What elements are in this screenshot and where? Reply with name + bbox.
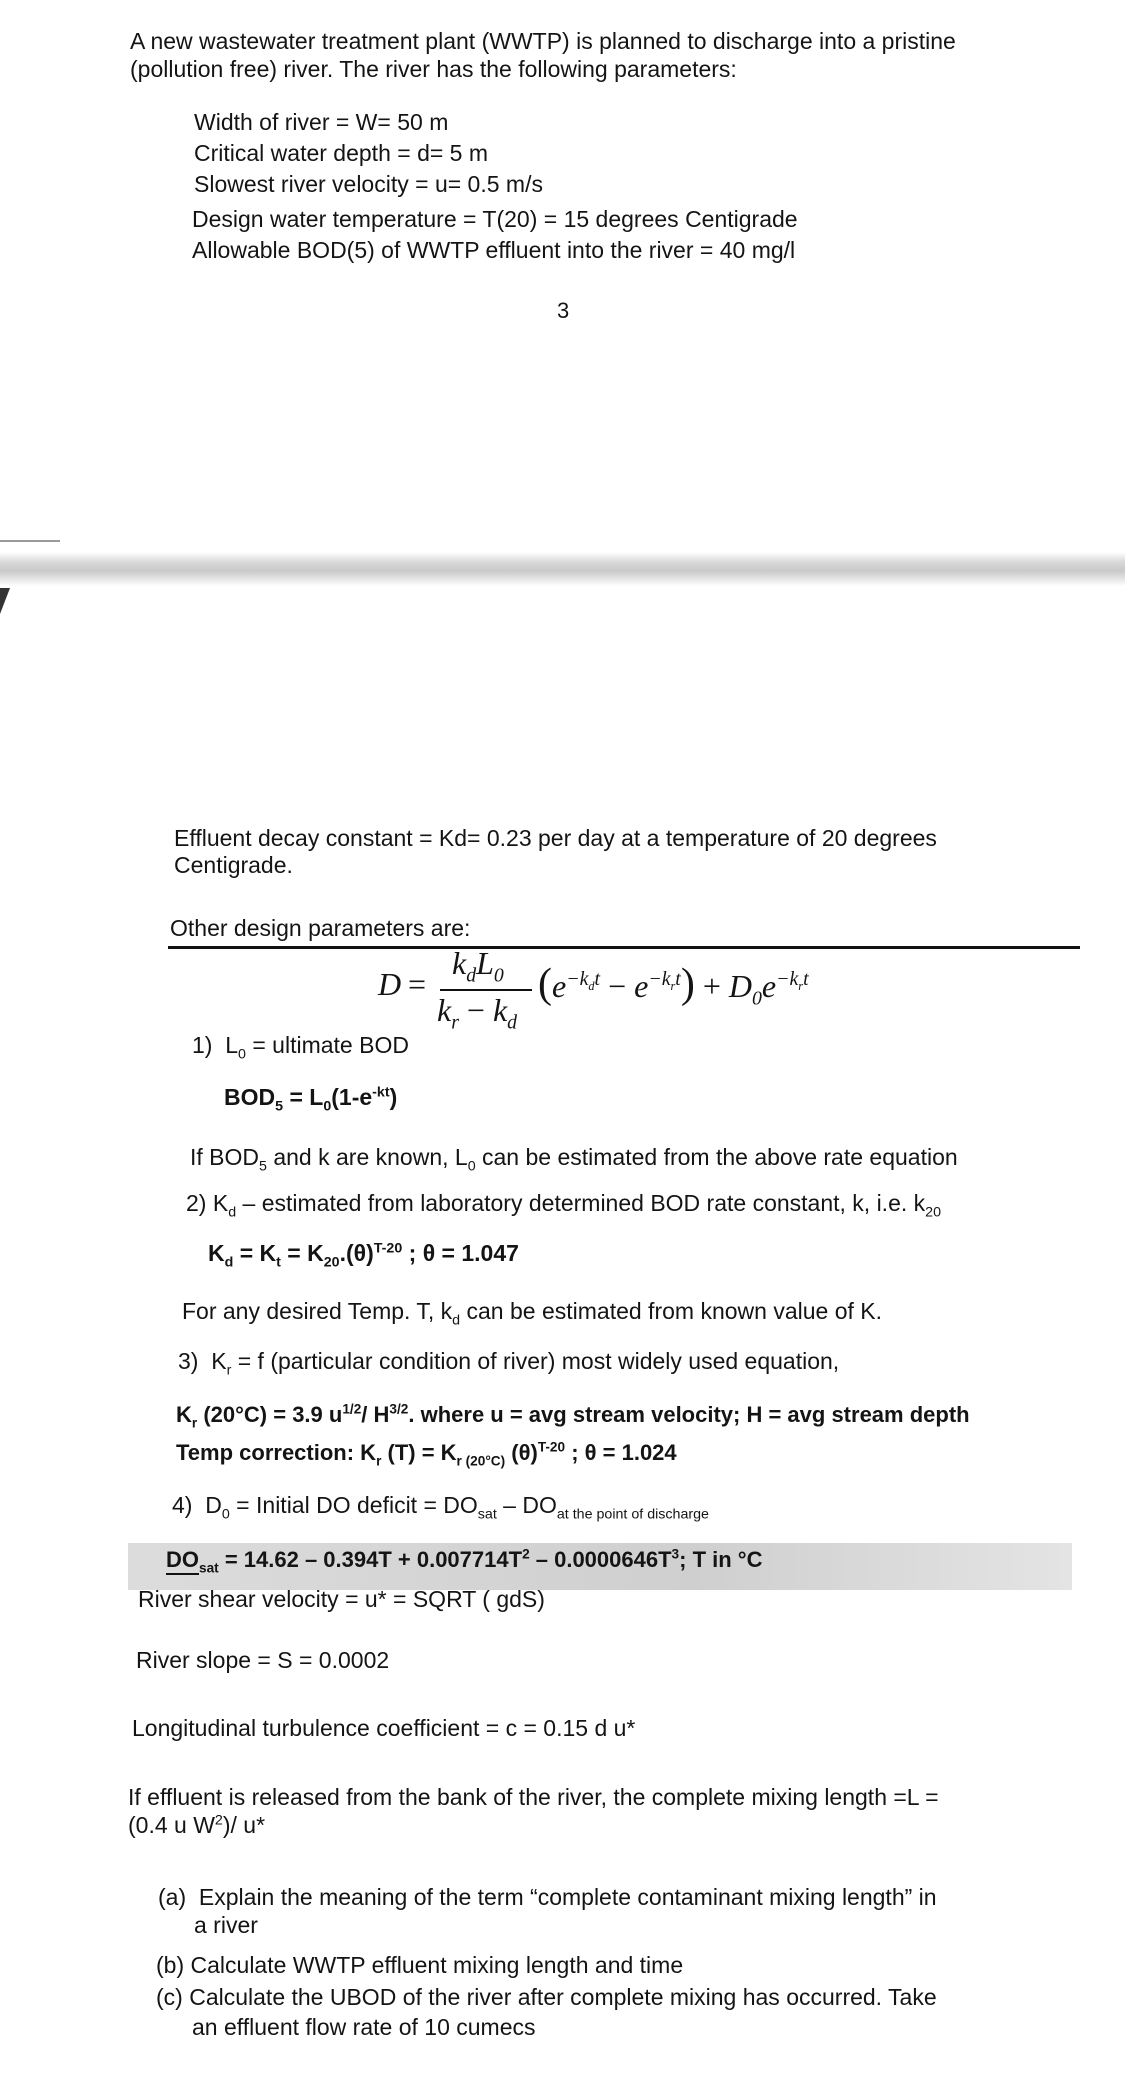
kr-eq-d: . where u = avg stream velocity; H = avg stream depth [408,1402,970,1427]
kd-eq-c: = K [280,1240,324,1266]
question-a-label: (a) [158,1884,187,1910]
page-number: 3 [557,298,570,323]
question-c-label: (c) [156,1984,183,2010]
decay-line-2: Centigrade. [174,852,293,878]
item-1-l-sub: 0 [238,1046,246,1063]
exp-1-power: −k [566,968,589,991]
turbulence-coefficient: Longitudinal turbulence coefficient = c = 0.15 d u* [132,1715,636,1741]
plus-sign: + [694,968,729,1004]
kr-eq-c-sup: 3/2 [389,1401,409,1417]
fraction-numerator [452,945,504,987]
temp-correction [176,1438,677,1468]
num-l-sub: 0 [493,964,504,987]
question-c-line-1: Calculate the UBOD of the river after complete mixing has occurred. Take [189,1984,937,2010]
if-line-b: and k are known, L [266,1144,468,1170]
exp-3-power-sub: r [798,979,804,994]
question-b-line-1: Calculate WWTP effluent mixing length and time [190,1952,684,1978]
question-a-line-2: a river [194,1912,258,1938]
exp-minus: − [600,968,635,1004]
den-k1: k [437,992,452,1028]
item-4-d-sub: 0 [221,1506,230,1523]
page-break [0,552,1125,586]
param-allowable-bod: Allowable BOD(5) of WWTP effluent into the river = 40 mg/l [192,237,796,263]
question-a [158,1882,937,1912]
if-line-c: can be estimated from the above rate equation [475,1144,958,1170]
mixing-a-sup: 2 [214,1812,223,1829]
item-4-do: – DO [496,1492,557,1518]
kd-eq-b-sub: t [276,1254,281,1271]
param-velocity: Slowest river velocity = u= 0.5 m/s [194,171,543,197]
if-line-a: If BOD [190,1144,260,1170]
temp-corr-b-sub: r (20°C) [456,1453,506,1469]
dosat-c: – 0.0000646T [529,1547,672,1572]
bod-exp: (1-e [331,1084,373,1110]
exponential-terms [538,960,809,1008]
temp-corr-theta: ; θ = 1.024 [565,1440,677,1465]
dosat-d: ; T in °C [679,1547,763,1572]
temp-corr-a-sub: r [376,1453,382,1469]
open-paren: ( [538,961,552,1007]
question-c [156,1982,937,2012]
mixing-length-line-2 [128,1810,265,1840]
num-k-sub: d [466,964,477,987]
exp-term-3: e [761,968,777,1004]
dosat-a-sub: sat [199,1560,219,1576]
item-3-k-sub: r [226,1362,232,1379]
lhs-d: D [378,966,402,1002]
item-2-k-sub: d [228,1204,237,1221]
kr-eq-a: K [176,1402,192,1427]
kd-eq-a-sub: d [224,1254,234,1271]
equals-sign: = [408,966,427,1002]
item-4-d: D [205,1492,222,1518]
bod-exp-sup: -kt [372,1084,390,1101]
exp-3-power: −k [776,968,799,991]
item-4-number: 4) [172,1492,193,1518]
kd-eq-c-sub: 20 [323,1254,340,1271]
do-sat-equation [166,1545,762,1575]
den-k2-sub: d [507,1011,518,1034]
fraction-bar [440,989,532,991]
temp-line-a: For any desired Temp. T, k [182,1298,453,1324]
temp-corr-c: (θ) [505,1440,538,1465]
item-2-k: K [212,1190,229,1216]
exp-term-1: e [552,968,567,1004]
num-l: L [476,945,494,981]
num-k: k [452,945,467,981]
item-2-k20-sub: 20 [925,1204,942,1221]
den-minus: − [458,992,493,1028]
question-b-label: (b) [156,1952,185,1978]
kd-eq-d: .(θ) [339,1240,374,1266]
param-depth: Critical water depth = d= 5 m [194,140,489,166]
item-3-kr [178,1346,840,1379]
item-2-number: 2) [186,1190,207,1216]
if-bod-line [190,1142,958,1175]
item-1-number: 1) [192,1032,213,1058]
fraction-denominator [437,992,518,1034]
dosat-b: = 14.62 – 0.394T + 0.007714T [218,1547,523,1572]
kr-eq-b-sup: 1/2 [342,1401,362,1417]
bod-l-sub: 0 [323,1098,332,1115]
question-b [156,1950,683,1980]
exp-2-power-t: t [675,968,681,991]
exp-3-power-t: t [803,968,809,991]
item-1-lo [192,1030,409,1063]
item-3-number: 3) [178,1348,199,1374]
question-a-line-1: Explain the meaning of the term “complete contaminant mixing length” in [198,1884,937,1910]
exp-1-power-sub: d [588,979,595,994]
kr-equation [176,1400,970,1430]
dosat-a: DO [166,1547,199,1575]
param-temperature: Design water temperature = T(20) = 15 degrees Centigrade [192,206,798,232]
temp-corr-c-sup: T-20 [537,1439,566,1455]
item-4-sat-sub: sat [477,1506,497,1523]
exp-2-power: −k [648,968,671,991]
kd-eq-theta: ; θ = 1.047 [402,1240,519,1266]
item-3-text: = f (particular condition of river) most widely used equation, [231,1348,840,1374]
if-line-b-sub: 0 [467,1158,476,1175]
shear-velocity: River shear velocity = u* = SQRT ( gdS) [138,1586,545,1612]
river-slope: River slope = S = 0.0002 [136,1647,390,1673]
mixing-a: (0.4 u W [128,1812,215,1838]
question-c-line-2: an effluent flow rate of 10 cumecs [192,2014,536,2040]
kr-eq-b: (20°C) = 3.9 u [197,1402,343,1427]
bod5-equation [224,1082,398,1115]
dosat-c-sup: 3 [671,1546,680,1562]
bod-l: = L [283,1084,324,1110]
item-4-text: = Initial DO deficit = DO [229,1492,478,1518]
mixing-b: )/ u* [222,1812,266,1838]
other-params-heading: Other design parameters are: [170,915,471,941]
dosat-b-sup: 2 [522,1546,530,1562]
temp-corr-a: Temp correction: K [176,1440,377,1465]
den-k2: k [492,992,508,1028]
item-1-text: = ultimate BOD [245,1032,409,1058]
kr-eq-c: / H [361,1402,390,1427]
exp-1-power-t: t [594,968,601,991]
temp-corr-b: (T) = K [381,1440,457,1465]
item-3-k: K [211,1348,227,1374]
exp-2-power-sub: r [670,979,676,994]
intro-line-1: A new wastewater treatment plant (WWTP) is planned to discharge into a pristine [130,28,956,54]
bod-close: ) [389,1084,398,1110]
temp-line-a-sub: d [452,1312,461,1329]
d0-sub: 0 [751,987,762,1010]
d0-term: D [728,968,752,1004]
mixing-length-line-1: If effluent is released from the bank of the river, the complete mixing length =L = [128,1784,939,1810]
decay-line-1: Effluent decay constant = Kd= 0.23 per day at a temperature of 20 degrees [174,825,937,851]
kd-equation [208,1238,519,1271]
bod-sub: 5 [275,1098,284,1115]
page-edge-line [0,540,60,542]
bod-label: BOD [224,1084,276,1110]
kr-eq-a-sub: r [191,1415,198,1431]
item-2-text: – estimated from laboratory determined BOD rate constant, k, i.e. k [236,1190,926,1216]
exp-term-2: e [634,968,649,1004]
kd-eq-a: K [208,1240,225,1266]
item-2-kd [186,1188,942,1221]
temp-line-b: can be estimated from known value of K. [460,1298,882,1324]
item-4-discharge-sub: at the point of discharge [556,1506,709,1523]
page-corner-shadow [0,588,10,614]
kd-eq-d-sup: T-20 [373,1240,403,1257]
close-paren: ) [680,961,695,1007]
item-4-do [172,1490,709,1523]
den-k1-sub: r [451,1011,459,1034]
if-line-a-sub: 5 [259,1158,267,1175]
desired-temp-line [182,1296,882,1329]
kd-eq-b: = K [233,1240,277,1266]
param-width: Width of river = W= 50 m [194,109,449,135]
heading-rule [168,946,1080,949]
item-1-l: L [225,1032,239,1058]
intro-line-2: (pollution free) river. The river has the following parameters: [130,56,737,82]
